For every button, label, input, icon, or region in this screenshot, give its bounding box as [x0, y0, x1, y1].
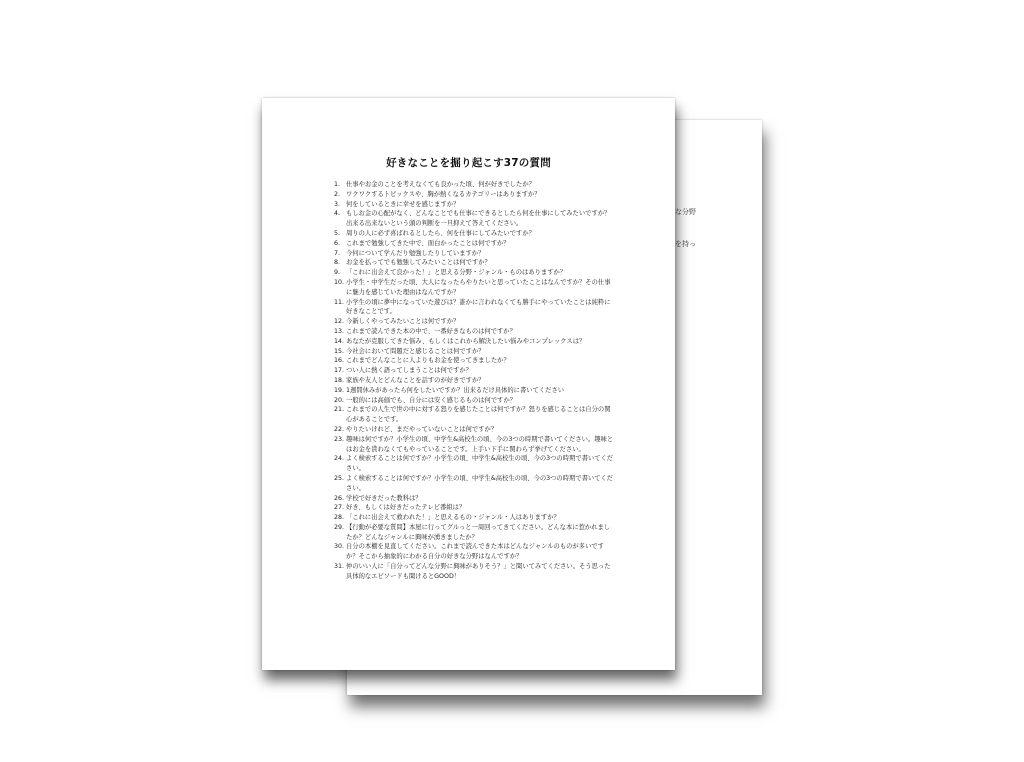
question-item	[334, 317, 616, 327]
question-number: 28.	[334, 514, 345, 522]
question-item	[334, 327, 616, 337]
question-number: 23.	[334, 435, 345, 443]
question-text: 「これに出会えて良かった！」と思える分野・ジャンル・ものはありますか？	[346, 269, 567, 277]
question-text: 小学生・中学生だった頃、大人になったらやりたいと思っていたことはなんですか？その仕事に魅力を感じていた理由はなんですか？	[346, 278, 611, 296]
question-number: 15.	[334, 347, 345, 355]
question-number: 17.	[334, 367, 345, 375]
question-text: 今社会において問題だと感じることは何ですか？	[346, 347, 485, 355]
question-item	[334, 180, 616, 190]
question-text: 自分の本棚を見直してください。これまで読んできた本はどんなジャンルのものが多いですか？そこから抽象的にわかる自分の好きな分野はなんですか？	[346, 543, 604, 561]
question-item	[334, 356, 616, 366]
question-text: 周りの人に必ず喜ばれるとしたら、何を仕事にしてみたいですか？	[346, 229, 535, 237]
question-item	[334, 229, 616, 239]
question-text: 一般的には高価でも、自分には安く感じるものは何ですか？	[346, 396, 517, 404]
question-number: 3.	[334, 200, 341, 208]
back-page-text-fragment: を持っ	[675, 240, 696, 248]
question-text: よく検索することは何ですか？小学生の頃、中学生&高校生の頃、今の3つの時期で書いてください。	[346, 455, 614, 473]
question-text: 仲のいい人に「自分ってどんな分野に興味がありそう？」と聞いてみてください。そう思った具体的なエピソードも聞けるとGOOD！	[346, 563, 611, 580]
question-text: 【行動が必要な質問】本屋に行ってグルっと一周回ってきてください。どんな本に惹かれましたか？どんなジャンルに興味が湧きましたか？	[346, 523, 611, 541]
question-text: 何をしているときに幸せを感じますか？	[346, 200, 460, 208]
question-text: 趣味は何ですか？小学生の頃、中学生&高校生の頃、今の3つの時期で書いてください。趣味とはお金を貰わなくてもやっていることです。上手い下手に関わらず挙げてください。	[346, 435, 614, 453]
question-item	[334, 249, 616, 259]
question-text: 仕事やお金のことを考えなくても良かった頃、何が好きでしたか？	[346, 181, 535, 188]
document-title: 好きなことを掘り起こす37の質問	[386, 157, 551, 169]
front-page	[262, 98, 675, 670]
question-text: つい人に熱く語ってしまうことは何ですか？	[346, 367, 472, 375]
question-text: よく検索することは何ですか？小学生の頃、中学生&高校生の頃、今の3つの時期で書いてください。	[346, 474, 614, 492]
question-number: 20.	[334, 396, 345, 404]
question-number: 13.	[334, 327, 345, 335]
question-text: 小学生の頃に夢中になっていた遊びは？誰かに言われなくても勝手にやっていたことは純粋に好きなことです。	[346, 298, 611, 316]
question-text: これまでの人生で世の中に対する怒りを感じたことは何ですか？怒りを感じることは自分の関心があることです。	[346, 406, 611, 424]
question-number: 2.	[334, 190, 341, 198]
question-text: 家族や友人とどんなことを話すのが好きですか？	[346, 376, 485, 384]
question-number: 18.	[334, 376, 345, 384]
question-item	[334, 268, 616, 278]
question-item	[334, 337, 616, 347]
question-item	[334, 425, 616, 435]
question-number: 16.	[334, 357, 345, 365]
question-text: これまで読んできた本の中で、一番好きなものは何ですか？	[346, 327, 516, 335]
back-page-text-fragment: な分野	[675, 208, 696, 216]
question-number: 25.	[334, 474, 345, 482]
question-item	[334, 298, 616, 318]
question-item	[334, 523, 616, 543]
question-item	[334, 494, 616, 504]
question-number: 29.	[334, 523, 345, 531]
question-number: 4.	[334, 210, 341, 218]
question-text: これまで勉強してきた中で、面白かったことは何ですか？	[346, 239, 510, 247]
question-item	[334, 209, 616, 229]
question-number: 26.	[334, 494, 345, 502]
question-number: 6.	[334, 239, 341, 247]
question-text: 好き、もしくは好きだったテレビ番組は？	[346, 504, 466, 512]
question-item	[334, 347, 616, 357]
question-item	[334, 366, 616, 376]
question-text: もしお金の心配がなく、どんなことでも仕事にできるとしたら何を仕事にしてみたいですか？出来る出来ないという頭の判断を一旦抑えて答えてください。	[346, 210, 611, 228]
question-list	[334, 180, 616, 582]
question-item	[334, 190, 616, 200]
question-number: 12.	[334, 318, 345, 326]
question-number: 8.	[334, 259, 341, 267]
question-number: 24.	[334, 455, 345, 463]
question-item	[334, 503, 616, 513]
question-number: 9.	[334, 269, 341, 277]
question-number: 14.	[334, 337, 345, 345]
question-item	[334, 454, 616, 474]
question-text: 今新しくやってみたいことは何ですか？	[346, 318, 460, 326]
question-item	[334, 405, 616, 425]
question-number: 19.	[334, 386, 345, 394]
question-number: 22.	[334, 425, 345, 433]
question-item	[334, 376, 616, 386]
question-number: 5.	[334, 229, 341, 237]
question-text: 「これに出会えて救われた！」と思えるもの・ジャンル・人はありますか？	[346, 514, 560, 522]
question-number: 27.	[334, 504, 345, 512]
question-text: あなたが克服してきた悩み、もしくはこれから解決したい悩みやコンプレックスは？	[346, 337, 586, 345]
question-item	[334, 239, 616, 249]
question-item	[334, 200, 616, 210]
question-text: 1週間休みがあったら何をしたいですか？出来るだけ具体的に書いてください	[346, 386, 565, 394]
question-text: ワクワクするトピックスや、胸が熱くなるカテゴリーはありますか？	[346, 190, 541, 198]
question-number: 10.	[334, 278, 345, 286]
question-item	[334, 513, 616, 523]
question-number: 21.	[334, 406, 345, 414]
question-number: 30.	[334, 543, 345, 551]
question-item	[334, 435, 616, 455]
question-number: 31.	[334, 563, 345, 571]
question-text: これまでどんなことに人よりもお金を使ってきましたか？	[346, 357, 510, 365]
question-item	[334, 386, 616, 396]
question-text: 学校で好きだった教科は？	[346, 494, 422, 502]
question-item	[334, 562, 616, 582]
question-number: 1.	[334, 181, 341, 188]
question-text: お金を払ってでも勉強してみたいことは何ですか？	[346, 259, 491, 267]
question-text: 今何について学んだり勉強したりしていますか？	[346, 249, 485, 257]
question-item	[334, 258, 616, 268]
question-item	[334, 474, 616, 494]
question-number: 7.	[334, 249, 341, 257]
question-item	[334, 396, 616, 406]
question-number: 11.	[334, 298, 345, 306]
question-text: やりたいけれど、まだやっていないことは何ですか？	[346, 425, 498, 433]
question-item	[334, 542, 616, 562]
question-item	[334, 278, 616, 298]
